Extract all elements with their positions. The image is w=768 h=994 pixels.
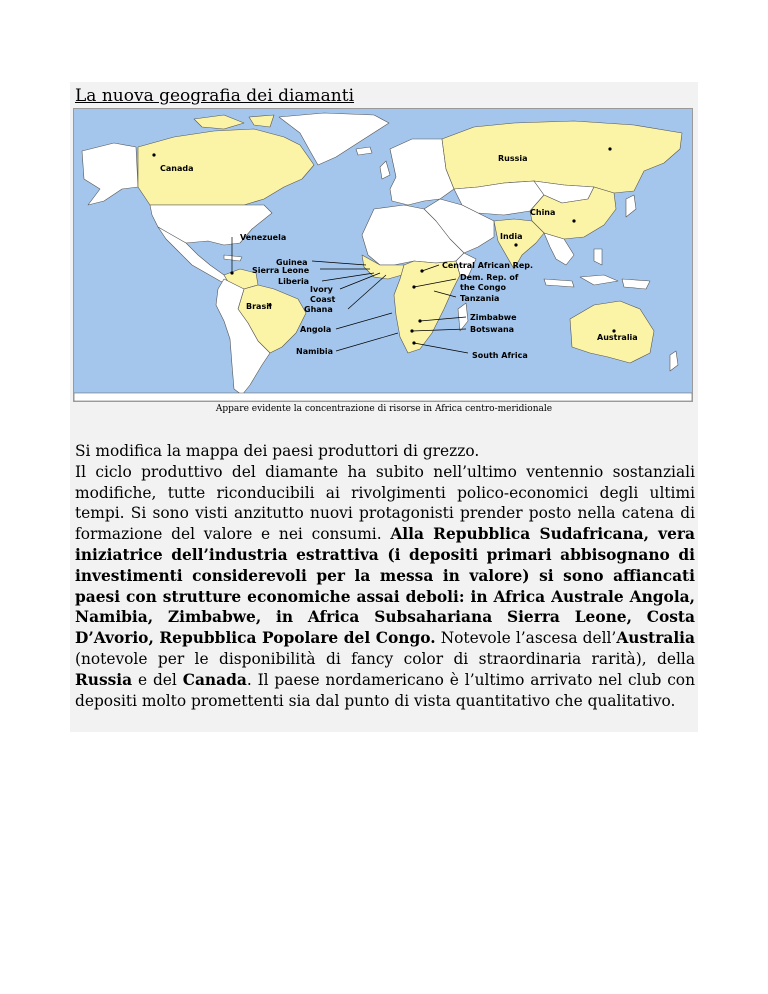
iceland-shape	[356, 147, 372, 155]
label-canada: Canada	[160, 164, 194, 173]
alaska-shape	[82, 143, 138, 205]
caribbean-shape	[224, 255, 242, 261]
label-coast: Coast	[310, 295, 336, 304]
paragraph-text-5: . Il paese nordamericano è l’ultimo arrivato nel club con depositi molto promettenti sia dal punto di vista quantitativo che qualitativo.	[75, 670, 695, 710]
dot-india	[514, 243, 517, 246]
label-angola: Angola	[300, 325, 332, 334]
label-south-africa: South Africa	[472, 351, 528, 360]
central-africa-shape	[394, 261, 460, 353]
bold-russia: Russia	[75, 670, 133, 689]
label-car: Central African Rep.	[442, 261, 534, 270]
label-namibia: Namibia	[296, 347, 334, 356]
leader-guinea	[312, 261, 366, 265]
label-ivory: Ivory	[310, 285, 333, 294]
label-sierra-leone: Sierra Leone	[252, 266, 310, 275]
arctic-islands-shape	[194, 115, 274, 129]
article-paragraph	[75, 462, 695, 712]
label-russia: Russia	[498, 154, 528, 163]
document-title: La nuova geografia dei diamanti	[75, 86, 355, 106]
bold-canada: Canada	[182, 670, 247, 689]
dot-zimbabwe	[418, 319, 421, 322]
paragraph-text-2: Notevole l’ascesa dell’	[435, 629, 617, 648]
philippines-shape	[594, 249, 602, 265]
dot-russia	[608, 147, 611, 150]
label-india: India	[500, 232, 523, 241]
antarctica-shape	[74, 393, 692, 401]
bold-australia: Australia	[616, 629, 695, 648]
label-china: China	[530, 208, 556, 217]
map-caption: Appare evidente la concentrazione di risorse in Africa centro-meridionale	[215, 404, 553, 414]
label-australia: Australia	[597, 333, 638, 342]
label-tanzania: Tanzania	[460, 294, 500, 303]
world-map	[73, 108, 693, 402]
indonesia-shape	[544, 275, 650, 289]
leader-angola	[336, 313, 392, 329]
label-zimbabwe: Zimbabwe	[470, 313, 517, 322]
russia-shape	[442, 121, 682, 193]
label-liberia: Liberia	[278, 277, 310, 286]
paragraph-bold-statement: Alla Repubblica Sudafricana, vera iniziatrice dell’industria estrattiva (i depositi primari abbisognano di investimenti considerevoli per la messa in valore) si sono affiancati paesi con strutture economiche assai deboli: in Africa Australe Angola, Namibia, Zimbabwe, in Africa Subsahariana Sierra Leone, Costa D’Avorio, Repubblica Popolare del Congo.	[75, 525, 695, 648]
dot-canada	[152, 153, 155, 156]
world-map-svg	[74, 109, 692, 401]
label-ghana: Ghana	[304, 305, 333, 314]
paragraph-text-4: e del	[132, 670, 183, 689]
australia-shape	[570, 301, 654, 363]
label-botswana: Botswana	[470, 325, 515, 334]
uk-shape	[380, 161, 390, 179]
dot-venezuela	[230, 271, 233, 274]
dot-south-africa	[412, 341, 415, 344]
dot-botswana	[410, 329, 413, 332]
dot-drc	[412, 285, 415, 288]
dot-china	[572, 219, 575, 222]
article-heading: Si modifica la mappa dei paesi produttori di grezzo.	[75, 442, 480, 460]
leader-ghana	[348, 275, 386, 309]
leader-namibia	[336, 333, 398, 351]
label-drc-2: the Congo	[460, 283, 507, 292]
label-brasil: Brasil	[246, 302, 272, 311]
dot-car	[420, 269, 423, 272]
leader-liberia	[322, 273, 374, 281]
label-drc-1: Dem. Rep. of	[460, 273, 519, 282]
new-zealand-shape	[670, 351, 678, 371]
paragraph-text-3: (notevole per le disponibilità di fancy color di straordinaria rarità), della	[75, 649, 695, 668]
paragraph-intro: Il ciclo produttivo del diamante ha subito nell’ultimo ventennio sostanziali modifiche, tutte riconducibili ai rivolgimenti polico-economici degli ultimi tempi. Si sono visti anzitutto nuovi protagonisti prender posto nella catena di formazione del valore e nei consumi.	[75, 462, 695, 544]
leader-south-africa	[414, 343, 468, 353]
article-body	[75, 441, 695, 711]
label-venezuela: Venezuela	[240, 233, 287, 242]
japan-shape	[626, 195, 636, 217]
label-guinea: Guinea	[276, 258, 308, 267]
